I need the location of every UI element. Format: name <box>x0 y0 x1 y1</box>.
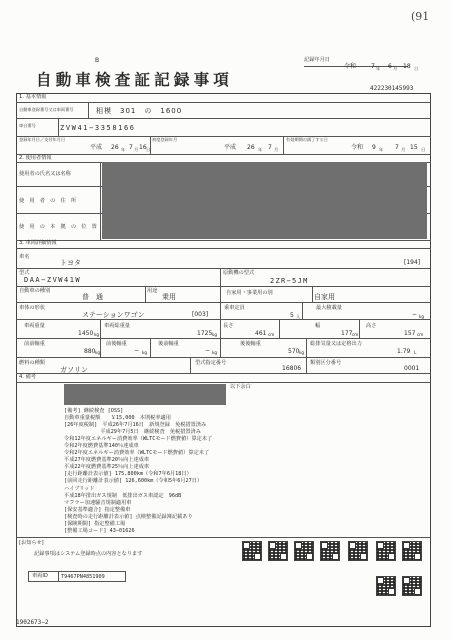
gross-weight-value: 1725 <box>197 330 213 337</box>
vehicle-kind-value: 普 通 <box>82 293 103 301</box>
body-shape-code: [003] <box>192 311 209 318</box>
unit-kg: kg <box>95 350 101 355</box>
capacity-unit: 人 <box>296 314 301 319</box>
section-remarks: 4. 備考 <box>19 374 36 380</box>
unit-day: 日 <box>421 147 426 152</box>
body-shape-label: 車体の形状 <box>19 305 45 311</box>
make-value: トヨタ <box>60 259 81 267</box>
class-number-label: 類別区分番号 <box>310 360 342 366</box>
max-load-unit: kg <box>419 314 425 319</box>
handwritten-number: (91 <box>411 10 430 23</box>
section-vehicle-details: 3. 車両詳細情報 <box>19 240 57 246</box>
width-label: 幅 <box>315 323 321 329</box>
issue-date-month-unit: 月 <box>393 66 398 71</box>
remark-line: [検査時の走行距離計表示値] 点検整備記録簿記載あり <box>64 513 193 520</box>
unit-kg: kg <box>299 350 305 355</box>
front-front-axle-value: 880 <box>84 348 96 355</box>
first-registration-month: 7 <box>129 144 133 151</box>
unit-year: 年 <box>379 147 384 152</box>
remark-line: 自動車重量税額 ￥15,000 本則税率適用 <box>64 415 171 422</box>
remark-line: [整備工場コード] 43−01626 <box>64 527 135 534</box>
displacement-unit: L <box>414 350 417 355</box>
length-value: 461 <box>255 330 267 337</box>
front-rear-axle-label: 前後軸重 <box>106 341 127 347</box>
issue-date-day: 18 <box>403 63 411 70</box>
remark-line: 平成18年排出ガス規制 低排出ガス車認定 96dB <box>64 492 182 499</box>
notice-text: 記録事項はシステム登録時点の内容となります <box>34 551 143 557</box>
issue-date-month: 6 <box>388 63 392 70</box>
qr-code-4 <box>320 541 340 561</box>
qr-code-5 <box>348 541 368 561</box>
unit-kg: kg <box>212 332 218 337</box>
section-basic-info: 1. 基本情報 <box>19 94 47 100</box>
type-designation-label: 型式指定番号 <box>195 360 227 366</box>
unit-day: 日 <box>146 147 151 152</box>
rear-front-axle-label: 後前軸重 <box>158 341 179 347</box>
issue-date-year: 7 <box>371 63 375 70</box>
base-location-label: 使 用 の 本 拠 の 位 置 <box>19 224 97 230</box>
remark-line: [備考] 継続検査 [OSS] <box>64 408 124 414</box>
vehicle-id-label: 車両ID <box>32 573 48 579</box>
vehicle-weight-label: 車両重量 <box>24 323 45 329</box>
remark-line: 令和2年度燃費基準140％達成車 <box>64 443 139 450</box>
remark-line: [保険期間] 指定整備工場 <box>64 520 126 527</box>
qr-code-1 <box>242 541 262 561</box>
height-value: 157 <box>404 330 416 337</box>
unit-cm: cm <box>352 332 359 337</box>
private-business-label: 自家用・事業用の別 <box>226 290 273 296</box>
unit-month: 月 <box>134 147 139 152</box>
qr-code-7 <box>402 541 422 561</box>
issue-date-label: 記録年月日 <box>304 57 330 63</box>
issue-date-year-unit: 年 <box>376 66 381 71</box>
first-registration-year: 26 <box>111 144 119 151</box>
unit-kg: kg <box>142 350 148 355</box>
rear-front-axle-value: − <box>205 347 211 354</box>
remark-line: [走行距離計表示値] 175,800km（令和7年6月18日） <box>64 471 192 478</box>
capacity-value: 5 <box>290 312 294 319</box>
body-shape-value: ステーションワゴン <box>82 311 145 319</box>
remark-line: ハイブリッド <box>64 485 95 492</box>
use-label: 用途 <box>147 288 158 294</box>
issue-date-day-unit: 日 <box>414 66 419 71</box>
remark-line: [保安基準適合] 指定整備車 <box>64 506 131 513</box>
first-year-year: 26 <box>247 144 255 151</box>
gross-weight-label: 車両総重量 <box>104 323 130 329</box>
width-value: 177 <box>341 330 353 337</box>
model-value: DAA−ZVW41W <box>24 276 82 284</box>
first-registration-label: 登録年月日／交付年月日 <box>19 137 66 142</box>
notice-heading: [お知らせ] <box>19 540 44 546</box>
section-user-info: 2. 使用者情報 <box>19 155 52 161</box>
unit-month: 月 <box>401 147 406 152</box>
remark-line: 平成27年度燃費基準20％向上達成車 <box>64 457 150 464</box>
user-address-label: 使 用 者 の 住 所 <box>19 198 77 204</box>
rear-rear-axle-value: 570 <box>288 348 300 355</box>
redacted-user-info <box>102 162 427 239</box>
make-code: [194] <box>404 259 421 266</box>
issue-date-era: 令和 <box>344 63 357 70</box>
max-load-label: 最大積載量 <box>316 305 342 311</box>
chassis-number: ZVW41−3358166 <box>60 124 136 132</box>
remark-line: 平成22年度燃費基準25％向上達成車 <box>64 464 150 471</box>
expiry-year: 9 <box>372 144 376 151</box>
vehicle-id-value: T9467PN4851909 <box>61 574 105 580</box>
expiry-label: 有効期間の満了する日 <box>286 137 328 142</box>
remark-line: 令和2年度エネルギー消費効率（WLTCモード燃費値）算定未了 <box>64 450 210 457</box>
registration-number: 相模 301 の 1600 <box>96 107 183 115</box>
fuel-type-label: 燃料の種類 <box>19 360 45 366</box>
unit-month: 月 <box>274 147 279 152</box>
first-year-month: 7 <box>268 144 272 151</box>
unit-kg: kg <box>94 332 100 337</box>
remarks-text <box>64 408 234 535</box>
unit-year: 年 <box>258 147 263 152</box>
engine-model-value: 2ZR−5JM <box>270 277 309 285</box>
form-letter: B <box>95 57 100 64</box>
class-number-value: 0001 <box>404 365 420 372</box>
page-title: 自動車検査証記録事項 <box>36 70 234 89</box>
user-name-label: 使用者の氏名又は名称 <box>19 171 71 177</box>
qr-code-8 <box>376 576 396 596</box>
registration-number-label: 自動車登録番号又は車両番号 <box>19 107 74 112</box>
qr-code-2 <box>268 541 288 561</box>
unit-cm: cm <box>268 332 275 337</box>
first-registration-day: 16 <box>139 144 147 151</box>
height-label: 高さ <box>366 323 377 329</box>
private-business-value: 自家用 <box>314 293 335 301</box>
expiry-era: 令和 <box>351 144 364 151</box>
remark-line: [前回走行距離計表示値] 126,600km（令和5年6月27日） <box>64 478 203 485</box>
displacement-value: 1.79 <box>397 348 411 355</box>
vehicle-kind-label: 自動車の種別 <box>19 288 51 294</box>
qr-code-9 <box>402 576 422 596</box>
remark-line: 平成29年7月5日 継続検査 免税措置済み <box>64 429 201 436</box>
max-load-value: − <box>412 311 418 318</box>
use-value: 乗用 <box>162 293 176 301</box>
unit-kg: kg <box>212 350 218 355</box>
below-blank-note: 以下余白 <box>230 384 251 390</box>
type-designation-value: 16806 <box>282 365 302 372</box>
qr-code-3 <box>294 541 314 561</box>
make-label: 車名 <box>19 254 30 260</box>
engine-model-label: 原動機の型式 <box>223 270 255 276</box>
front-rear-axle-value: − <box>134 347 140 354</box>
expiry-day: 15 <box>410 144 418 151</box>
fuel-type-value: ガソリン <box>60 366 88 374</box>
rear-rear-axle-label: 後後軸重 <box>240 341 261 347</box>
length-label: 長さ <box>223 323 234 329</box>
first-year-month-label: 初度登録年月 <box>152 137 178 142</box>
first-year-era: 平成 <box>224 144 237 151</box>
chassis-number-label: 車台番号 <box>19 123 36 128</box>
unit-cm: cm <box>417 332 424 337</box>
capacity-label: 乗車定員 <box>224 305 245 311</box>
vehicle-weight-value: 1450 <box>78 330 94 337</box>
document-number: 422230145993 <box>370 85 414 92</box>
remark-line: [26年度税制] 平成26年7月16日 新規登録 免税措置済み <box>64 422 207 429</box>
footer-code: 1902673−2 <box>16 619 49 626</box>
front-front-axle-label: 前前軸重 <box>24 341 45 347</box>
unit-year: 年 <box>121 147 126 152</box>
first-registration-era: 平成 <box>90 144 103 151</box>
expiry-month: 7 <box>395 144 399 151</box>
model-label: 型式 <box>19 270 30 276</box>
displacement-label: 総排気量又は定格出力 <box>310 341 362 347</box>
redacted-remarks <box>64 384 226 405</box>
remark-line: マフラー加速騒音規制適用車 <box>64 499 132 506</box>
qr-code-6 <box>376 541 396 561</box>
remark-line: 令和12年度エネルギー消費効率（WLTCモード燃費値）算定未了 <box>64 436 213 443</box>
